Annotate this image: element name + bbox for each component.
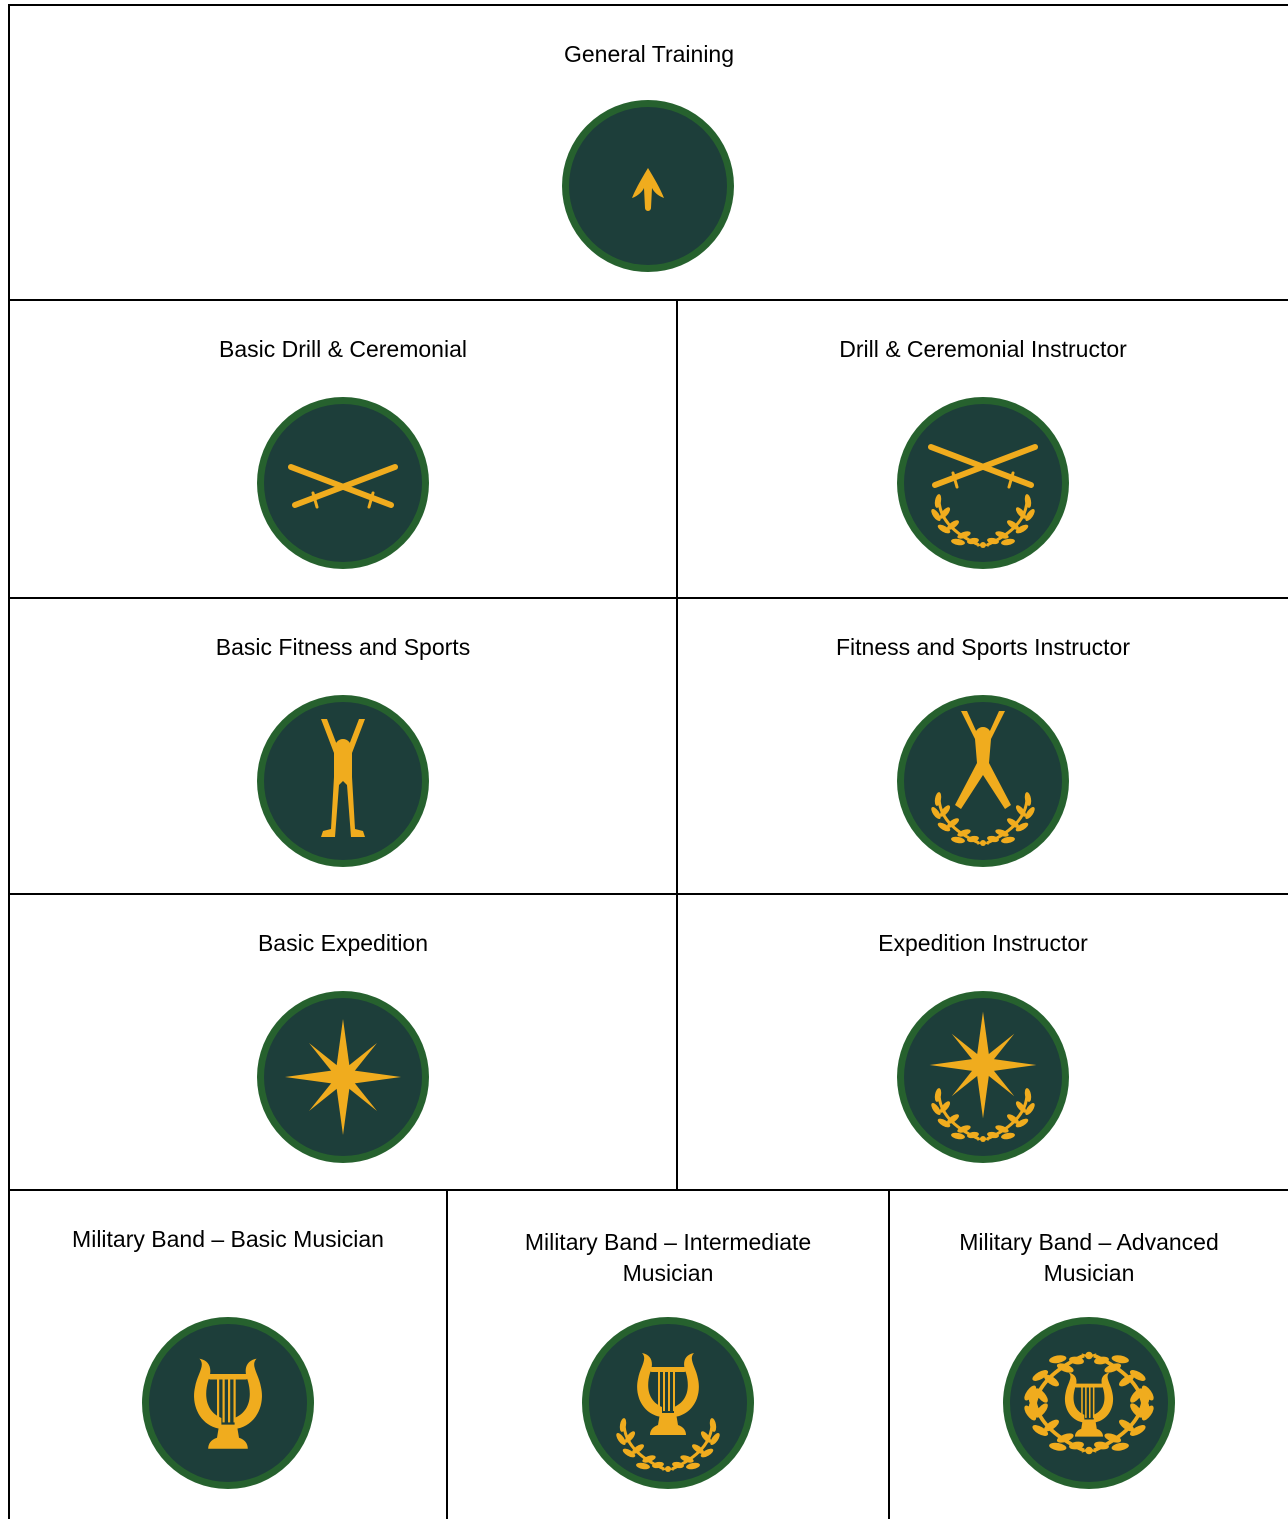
athlete-wreath-icon: [895, 693, 1071, 869]
cell-fitness-instructor: [676, 597, 1288, 895]
lyre-full-wreath-icon: [1001, 1315, 1177, 1491]
cell-basic-expedition: [8, 893, 678, 1191]
badge-title-line2: Musician: [622, 1260, 714, 1286]
cell-basic-drill: [8, 299, 678, 599]
badge-title: General Training: [563, 41, 735, 67]
crossed-swords-wreath-icon: [895, 395, 1071, 571]
cell-band-basic: [8, 1189, 448, 1519]
compass-star-icon: [255, 989, 431, 1165]
lyre-icon: [140, 1315, 316, 1491]
cell-band-advanced: [888, 1189, 1288, 1519]
badge-title-line1: Military Band – Advanced: [959, 1229, 1219, 1255]
badge-title: Expedition Instructor: [878, 930, 1088, 956]
athlete-icon: [255, 693, 431, 869]
badge-title: Drill & Ceremonial Instructor: [839, 336, 1127, 362]
lyre-half-wreath-icon: [580, 1315, 756, 1491]
badge-title-line1: Military Band – Intermediate: [524, 1229, 812, 1255]
cell-expedition-instructor: [676, 893, 1288, 1191]
cell-band-intermediate: [446, 1189, 890, 1519]
crossed-swords-icon: [255, 395, 431, 571]
badge-title: Military Band – Basic Musician: [72, 1226, 384, 1252]
cell-basic-fitness: [8, 597, 678, 895]
compass-star-wreath-icon: [895, 989, 1071, 1165]
badge-title: Basic Drill & Ceremonial: [219, 336, 467, 362]
cell-drill-instructor: [676, 299, 1288, 599]
badge-title: Fitness and Sports Instructor: [835, 634, 1130, 660]
badge-title-line2: Musician: [1043, 1260, 1135, 1286]
cell-general-training: [8, 4, 1288, 301]
badge-title: Basic Fitness and Sports: [215, 634, 471, 660]
arrow-up-icon: [560, 98, 736, 274]
badge-title: Basic Expedition: [257, 930, 429, 956]
